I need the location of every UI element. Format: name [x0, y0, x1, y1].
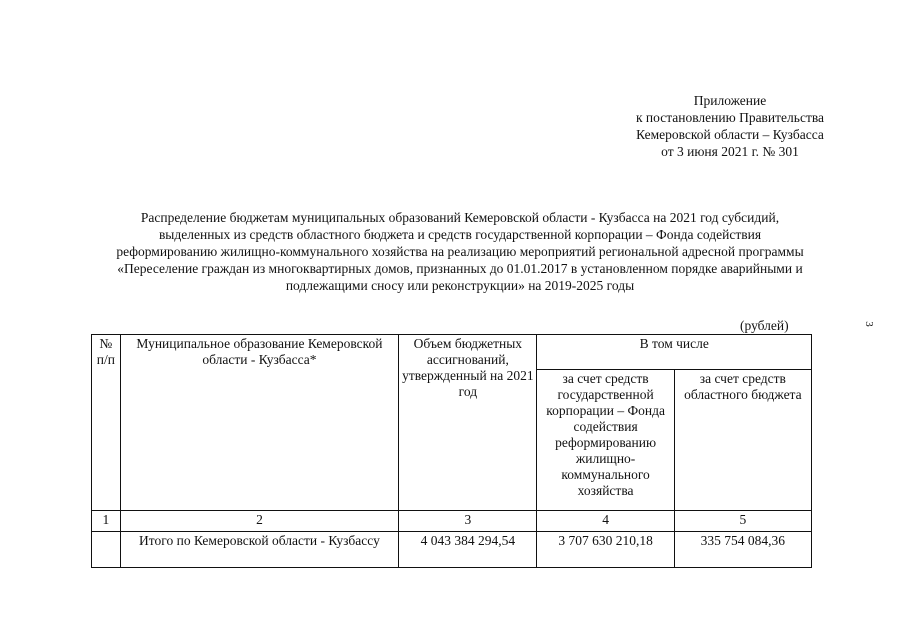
title-line-1: Распределение бюджетам муниципальных образований Кемеровской области - Кузбасса на 2021 год субсидий,	[140, 210, 780, 225]
column-number-2: 2	[120, 511, 399, 532]
total-fund-cell: 3 707 630 210,18	[537, 532, 674, 568]
appendix-line-4: от 3 июня 2021 г. № 301	[661, 144, 799, 159]
title-line-5: подлежащими сносу или реконструкции» на 2019-2025 годы	[285, 278, 635, 293]
total-num-cell	[92, 532, 121, 568]
header-fund-source: за счет средств государственной корпорации – Фонда содействия реформированию жилищно-коммунального хозяйства	[537, 370, 674, 511]
document-title	[60, 209, 860, 294]
column-number-4: 4	[537, 511, 674, 532]
table-header-row	[92, 335, 812, 370]
column-number-row	[92, 511, 812, 532]
header-municipality: Муниципальное образование Кемеровской области - Кузбасса*	[120, 335, 399, 511]
header-including: В том числе	[537, 335, 812, 370]
appendix-line-3: Кемеровской области – Кузбасса	[636, 127, 824, 142]
total-label-cell: Итого по Кемеровской области - Кузбассу	[120, 532, 399, 568]
column-number-1: 1	[92, 511, 121, 532]
total-allocation-cell: 4 043 384 294,54	[399, 532, 537, 568]
header-regional-budget: за счет средств областного бюджета	[674, 370, 811, 511]
title-line-3: реформированию жилищно-коммунального хозяйства на реализацию мероприятий региональной адресной программы	[116, 244, 804, 259]
header-total-allocations: Объем бюджетных ассигнований, утвержденный на 2021 год	[399, 335, 537, 511]
header-num: № п/п	[92, 335, 121, 511]
appendix-header	[600, 92, 860, 160]
title-line-4: «Переселение граждан из многоквартирных домов, признанных до 01.01.2017 в установленном порядке аварийными и	[117, 261, 803, 276]
title-line-2: выделенных из средств областного бюджета и средств государственной корпорации – Фонда содействия	[158, 227, 762, 242]
units-label: (рублей)	[740, 318, 789, 333]
page-number: 3	[862, 321, 875, 327]
column-number-3: 3	[399, 511, 537, 532]
column-number-5: 5	[674, 511, 811, 532]
total-regional-cell: 335 754 084,36	[674, 532, 811, 568]
subsidy-distribution-table	[91, 334, 812, 568]
table-row	[92, 532, 812, 568]
appendix-line-2: к постановлению Правительства	[635, 110, 825, 125]
appendix-line-1: Приложение	[693, 93, 767, 108]
